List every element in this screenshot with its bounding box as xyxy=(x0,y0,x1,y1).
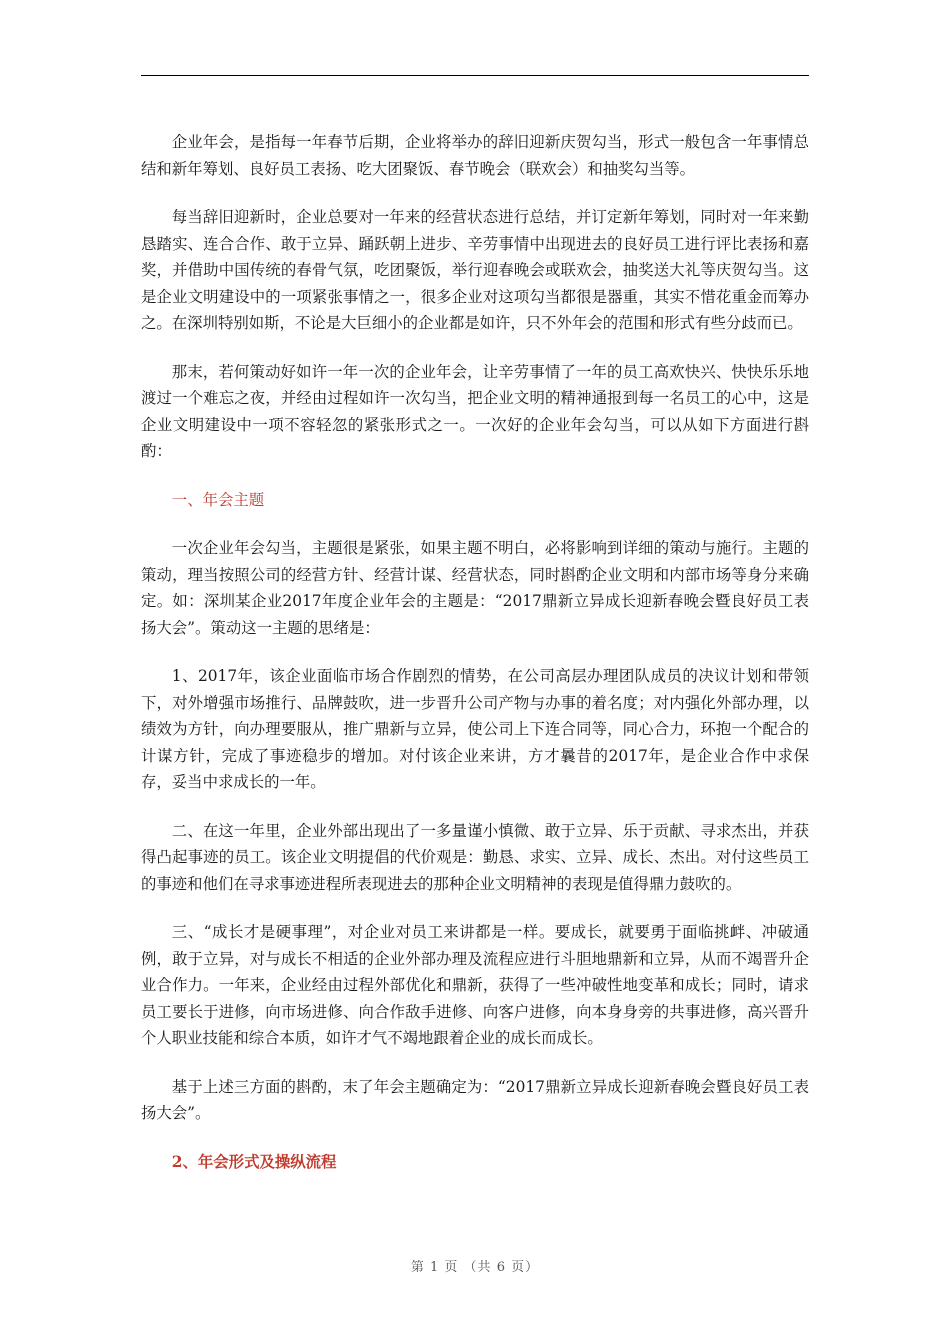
paragraph: 每当辞旧迎新时，企业总要对一年来的经营状态进行总结，并订定新年筹划，同时对一年来勤恳踏实、连合合作、敢于立异、踊跃朝上进步、辛劳事情中出现进去的良好员工进行评比表扬和嘉奖，并借助中国传统的春骨气氛，吃团聚饭，举行迎春晚会或联欢会，抽奖送大礼等庆贺勾当。这是企业文明建设中的一项紧张事情之一，很多企业对这项勾当都很是器重，其实不惜花重金而筹办之。在深圳特别如斯，不论是大巨细小的企业都是如许，只不外年会的范围和形式有些分歧而已。 xyxy=(141,208,809,332)
page-number-footer: 第 1 页 （共 6 页） xyxy=(410,1260,540,1275)
header-rule xyxy=(141,75,809,76)
paragraph: 二、在这一年里，企业外部出现出了一多量谨小慎微、敢于立异、乐于贡献、寻求杰出，并获得凸起事迹的员工。该企业文明提倡的代价观是：勤恳、求实、立异、成长、杰出。对付这些员工的事迹和他们在寻求事迹进程所表现进去的那种企业文明精神的表现是值得鼎力鼓吹的。 xyxy=(141,821,809,893)
paragraph: 三、“成长才是硬事理”，对企业对员工来讲都是一样。要成长，就要勇于面临挑衅、冲破通例，敢于立异，对与成长不相适的企业外部办理及流程应进行斗胆地鼎新和立异，从而不竭晋升企业合作力。一年来，企业经由过程外部优化和鼎新，获得了一些冲破性地变革和成长；同时，请求员工要长于进修，向市场进修、向合作敌手进修、向客户进修，向本身身旁的共事进修，高兴晋升个人职业技能和综合本质，如许才气不竭地跟着企业的成长而成长。 xyxy=(141,923,809,1047)
paragraph: 企业年会，是指每一年春节后期，企业将举办的辞旧迎新庆贺勾当，形式一般包含一年事情总结和新年筹划、良好员工表扬、吃大团聚饭、春节晚会（联欢会）和抽奖勾当等。 xyxy=(141,133,809,178)
paragraph: 1、2017年，该企业面临市场合作剧烈的情势，在公司高层办理团队成员的决议计划和带领下，对外增强市场推行、品牌鼓吹，进一步晋升公司产物与办事的着名度；对内强化外部办理，以绩效为方针，向办理要服从，推广鼎新与立异，使公司上下连合同等，同心合力，环抱一个配合的计谋方针，完成了事迹稳步的增加。对付该企业来讲，方才曩昔的2017年，是企业合作中求保存，妥当中求成长的一年。 xyxy=(141,667,809,791)
section-heading: 2、年会形式及操纵流程 xyxy=(171,1152,337,1171)
document-body xyxy=(141,129,809,1197)
paragraph: 那末，若何策动好如许一年一次的企业年会，让辛劳事情了一年的员工高欢快兴、快快乐乐地渡过一个难忘之夜，并经由过程如许一次勾当，把企业文明的精神通报到每一名员工的心中，这是企业文明建设中一项不容轻忽的紧张形式之一。一次好的企业年会勾当，可以从如下方面进行斟酌： xyxy=(141,362,809,460)
section-heading: 一、年会主题 xyxy=(171,490,265,509)
paragraph: 一次企业年会勾当，主题很是紧张，如果主题不明白，必将影响到详细的策动与施行。主题的策动，理当按照公司的经营方针、经营计谋、经营状态，同时斟酌企业文明和内部市场等身分来确定。如：深圳某企业2017年度企业年会的主题是：“2017鼎新立异成长迎新春晚会暨良好员工表扬大会”。策动这一主题的思绪是： xyxy=(141,539,809,637)
paragraph: 基于上述三方面的斟酌，末了年会主题确定为：“2017鼎新立异成长迎新春晚会暨良好员工表扬大会”。 xyxy=(141,1077,809,1122)
